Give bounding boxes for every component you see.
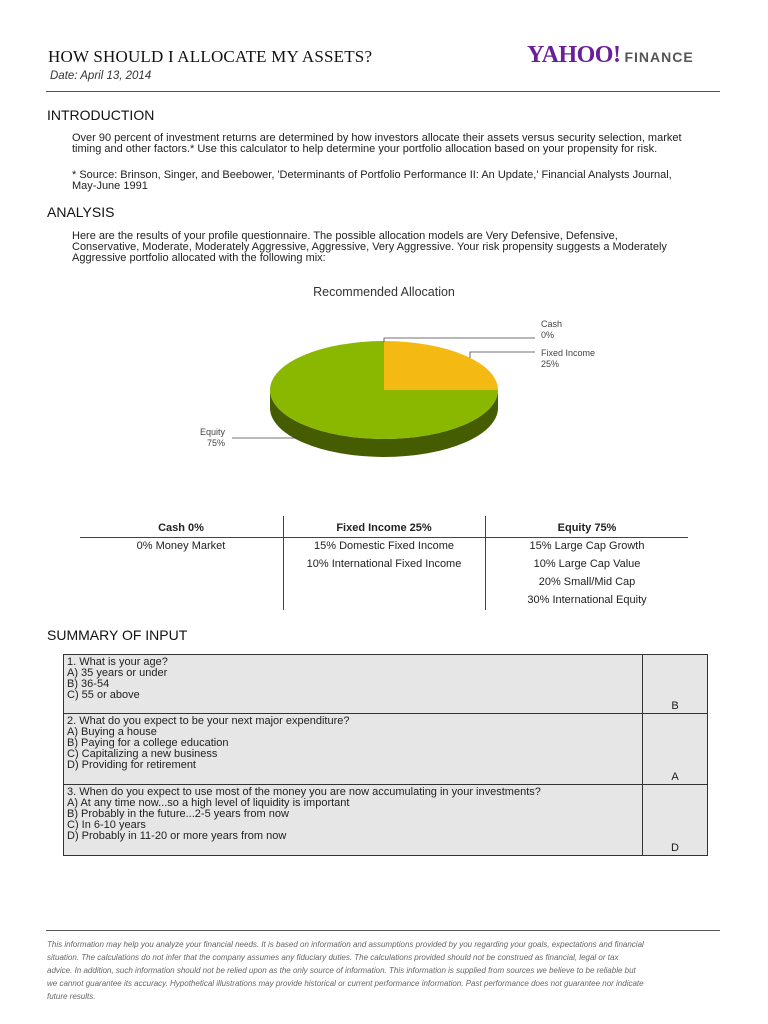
slice-value-fixed-income: 25%: [541, 359, 560, 369]
question-line: 3. When do you expect to use most of the money you are now accumulating in your investments?: [67, 786, 541, 798]
column-header: Fixed Income 25%: [336, 522, 432, 534]
answer-value: A: [671, 771, 679, 783]
analysis-heading: ANALYSIS: [47, 204, 115, 220]
logo-sub: FINANCE: [624, 49, 694, 65]
question-line: C) Capitalizing a new business: [67, 748, 218, 760]
slice-value-equity: 75%: [207, 438, 226, 448]
answer-cell: [643, 785, 707, 855]
introduction-heading: INTRODUCTION: [47, 107, 155, 123]
disclaimer-line: situation. The calculations do not infer that the company assumes any fiduciary duties. The calculations provided should not be construed as financial, legal or tax: [47, 953, 619, 962]
answer-value: D: [671, 842, 679, 854]
summary-row: [64, 714, 707, 785]
intro-line: Over 90 percent of investment returns are determined by how investors allocate their assets versus security selection, market: [72, 132, 682, 144]
logo-main: YAHOO!: [527, 42, 621, 68]
allocation-row: 30% International Equity: [527, 594, 647, 606]
allocation-column: [283, 516, 485, 573]
summary-table: [63, 654, 708, 856]
answer-cell: [643, 655, 707, 713]
footer-divider: [46, 930, 720, 931]
allocation-row: 15% Domestic Fixed Income: [314, 540, 454, 552]
answer-value: B: [671, 700, 679, 712]
analysis-paragraph: [72, 231, 712, 264]
analysis-line: Here are the results of your profile questionnaire. The possible allocation models are Very Defensive, Defensive,: [72, 230, 618, 242]
question-cell: [64, 655, 643, 713]
question-cell: [64, 785, 643, 855]
question-line: 1. What is your age?: [67, 656, 168, 668]
leader-line-cash: [384, 338, 535, 342]
analysis-line: Aggressive portfolio allocated with the following mix:: [72, 252, 326, 264]
leader-line-fixed-income: [470, 352, 535, 358]
summary-heading: SUMMARY OF INPUT: [47, 627, 188, 643]
chart-title: Recommended Allocation: [313, 285, 455, 299]
source-citation: [72, 170, 712, 192]
question-line: C) In 6-10 years: [67, 819, 146, 831]
report-date: Date: April 13, 2014: [50, 70, 152, 82]
summary-row: [64, 785, 707, 855]
allocation-pie-chart: [0, 300, 768, 470]
allocation-column: [80, 516, 282, 555]
citation-line: May-June 1991: [72, 180, 148, 192]
disclaimer-line: future results.: [47, 992, 96, 1001]
slice-name-cash: Cash: [541, 319, 563, 329]
disclaimer-line: This information may help you analyze your financial needs. It is based on information and assumptions provided by you regarding your goals, expectations and financial: [47, 940, 644, 949]
analysis-line: Conservative, Moderate, Moderately Aggressive, Aggressive, Very Aggressive. Your risk propensity suggests a Moderately: [72, 241, 667, 253]
column-header: Equity 75%: [557, 522, 617, 534]
intro-line: timing and other factors.* Use this calculator to help determine your portfolio allocation based on your propensity for risk.: [72, 143, 658, 155]
allocation-row: 20% Small/Mid Cap: [538, 576, 636, 588]
question-cell: [64, 714, 643, 784]
pie-group: [270, 341, 498, 457]
yahoo-finance-logo: [527, 42, 694, 69]
answer-cell: [643, 714, 707, 784]
page-title: HOW SHOULD I ALLOCATE MY ASSETS?: [48, 47, 373, 66]
allocation-row: 10% Large Cap Value: [533, 558, 641, 570]
allocation-row: 0% Money Market: [136, 540, 226, 552]
question-line: B) 36-54: [67, 678, 110, 690]
question-line: C) 55 or above: [67, 689, 140, 701]
question-line: A) At any time now...so a high level of liquidity is important: [67, 797, 350, 809]
disclaimer-line: we cannot guarantee its accuracy. Hypothetical illustrations may provide historical or current performance information. Past performance does not guarantee nor indicate: [47, 979, 644, 988]
slice-name-equity: Equity: [200, 427, 226, 437]
slice-value-cash: 0%: [541, 330, 555, 340]
question-line: A) 35 years or under: [67, 667, 168, 679]
question-line: 2. What do you expect to be your next major expenditure?: [67, 715, 350, 727]
question-line: B) Paying for a college education: [67, 737, 229, 749]
question-line: B) Probably in the future...2-5 years from now: [67, 808, 289, 820]
citation-line: * Source: Brinson, Singer, and Beebower, 'Determinants of Portfolio Performance II: An Update,' Financial Analysts Journal,: [72, 169, 672, 181]
question-line: D) Providing for retirement: [67, 759, 196, 771]
slice-name-fixed-income: Fixed Income: [541, 348, 596, 358]
allocation-column: [486, 516, 688, 609]
question-line: D) Probably in 11-20 or more years from now: [67, 830, 287, 842]
pie-slice-fixed-income: [384, 341, 498, 390]
disclaimer: [47, 938, 723, 1003]
question-line: A) Buying a house: [67, 726, 157, 738]
allocation-row: 15% Large Cap Growth: [529, 540, 645, 552]
introduction-paragraph: [72, 133, 712, 155]
header-divider: [46, 91, 720, 92]
column-header: Cash 0%: [158, 522, 204, 534]
disclaimer-line: advice. In addition, such information should not be relied upon as the only source of information. This information is supplied from sources we believe to be reliable but: [47, 966, 636, 975]
allocation-row: 10% International Fixed Income: [306, 558, 462, 570]
summary-row: [64, 655, 707, 714]
